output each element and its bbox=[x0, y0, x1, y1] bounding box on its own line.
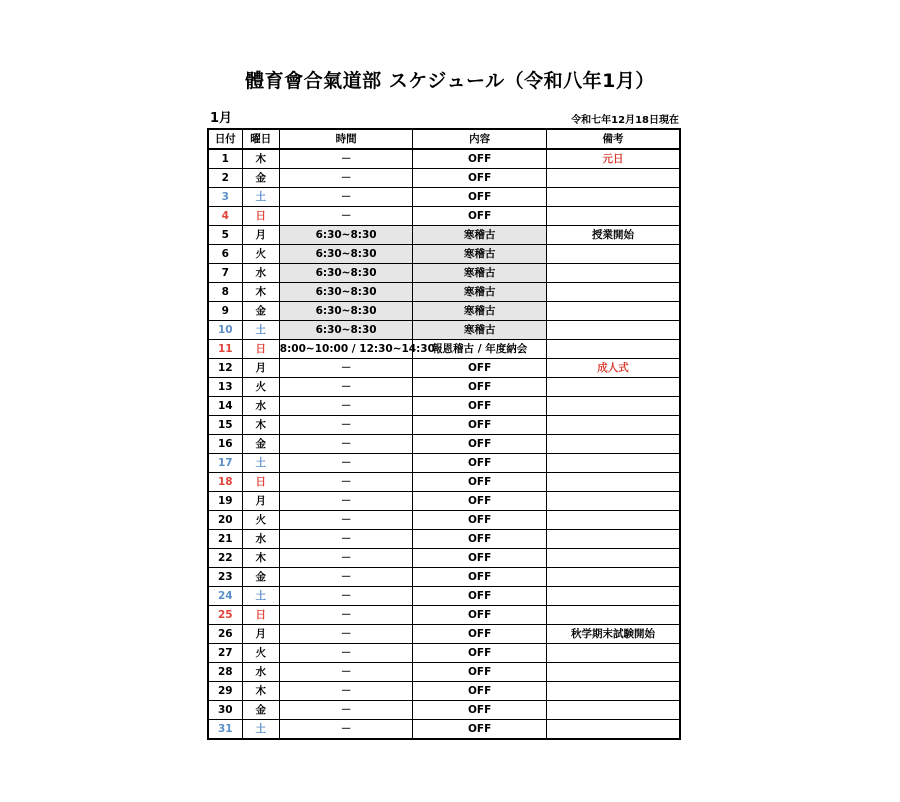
table-row bbox=[208, 549, 680, 568]
note-cell bbox=[546, 188, 680, 207]
time-cell: － bbox=[279, 701, 413, 720]
table-row bbox=[208, 644, 680, 663]
time-cell: － bbox=[279, 169, 413, 188]
content-cell: OFF bbox=[413, 568, 547, 587]
day-cell: 7 bbox=[208, 264, 242, 283]
table-row bbox=[208, 682, 680, 701]
as-of-date: 令和七年12月18日現在 bbox=[571, 115, 679, 126]
weekday-cell: 土 bbox=[242, 454, 279, 473]
note-cell bbox=[546, 207, 680, 226]
note-cell bbox=[546, 511, 680, 530]
note-cell bbox=[546, 340, 680, 359]
weekday-cell: 月 bbox=[242, 359, 279, 378]
time-cell: 6:30~8:30 bbox=[279, 321, 413, 340]
content-cell: OFF bbox=[413, 720, 547, 740]
note-cell bbox=[546, 378, 680, 397]
day-cell: 3 bbox=[208, 188, 242, 207]
time-cell: － bbox=[279, 207, 413, 226]
table-row bbox=[208, 473, 680, 492]
time-cell: 6:30~8:30 bbox=[279, 264, 413, 283]
time-cell: － bbox=[279, 492, 413, 511]
header-weekday: 曜日 bbox=[242, 129, 279, 149]
note-cell bbox=[546, 549, 680, 568]
day-cell: 6 bbox=[208, 245, 242, 264]
content-cell: OFF bbox=[413, 188, 547, 207]
content-cell: OFF bbox=[413, 606, 547, 625]
day-cell: 26 bbox=[208, 625, 242, 644]
time-cell: － bbox=[279, 378, 413, 397]
content-cell: OFF bbox=[413, 416, 547, 435]
schedule-table bbox=[207, 128, 681, 740]
day-cell: 15 bbox=[208, 416, 242, 435]
weekday-cell: 水 bbox=[242, 530, 279, 549]
weekday-cell: 金 bbox=[242, 302, 279, 321]
day-cell: 14 bbox=[208, 397, 242, 416]
month-label: 1月 bbox=[210, 111, 233, 126]
table-row bbox=[208, 568, 680, 587]
time-cell: － bbox=[279, 454, 413, 473]
table-row bbox=[208, 149, 680, 169]
weekday-cell: 月 bbox=[242, 226, 279, 245]
header-content: 内容 bbox=[413, 129, 547, 149]
note-cell bbox=[546, 454, 680, 473]
weekday-cell: 土 bbox=[242, 188, 279, 207]
time-cell: － bbox=[279, 416, 413, 435]
day-cell: 25 bbox=[208, 606, 242, 625]
content-cell: 寒稽古 bbox=[413, 283, 547, 302]
header-time: 時間 bbox=[279, 129, 413, 149]
weekday-cell: 月 bbox=[242, 625, 279, 644]
time-cell: － bbox=[279, 397, 413, 416]
table-row bbox=[208, 283, 680, 302]
day-cell: 2 bbox=[208, 169, 242, 188]
weekday-cell: 火 bbox=[242, 378, 279, 397]
time-cell: 6:30~8:30 bbox=[279, 302, 413, 321]
weekday-cell: 木 bbox=[242, 416, 279, 435]
note-cell bbox=[546, 720, 680, 740]
content-cell: OFF bbox=[413, 207, 547, 226]
day-cell: 30 bbox=[208, 701, 242, 720]
table-row bbox=[208, 720, 680, 740]
day-cell: 16 bbox=[208, 435, 242, 454]
table-row bbox=[208, 264, 680, 283]
time-cell: － bbox=[279, 149, 413, 169]
weekday-cell: 木 bbox=[242, 682, 279, 701]
header-row bbox=[208, 129, 680, 149]
day-cell: 1 bbox=[208, 149, 242, 169]
day-cell: 20 bbox=[208, 511, 242, 530]
time-cell: － bbox=[279, 530, 413, 549]
content-cell: OFF bbox=[413, 663, 547, 682]
table-row bbox=[208, 435, 680, 454]
weekday-cell: 火 bbox=[242, 644, 279, 663]
content-cell: OFF bbox=[413, 378, 547, 397]
note-cell bbox=[546, 283, 680, 302]
table-row bbox=[208, 378, 680, 397]
day-cell: 18 bbox=[208, 473, 242, 492]
time-cell: － bbox=[279, 473, 413, 492]
table-row bbox=[208, 701, 680, 720]
note-cell bbox=[546, 473, 680, 492]
time-cell: 6:30~8:30 bbox=[279, 245, 413, 264]
table-row bbox=[208, 492, 680, 511]
note-cell bbox=[546, 492, 680, 511]
day-cell: 19 bbox=[208, 492, 242, 511]
weekday-cell: 金 bbox=[242, 435, 279, 454]
day-cell: 31 bbox=[208, 720, 242, 740]
content-cell: OFF bbox=[413, 530, 547, 549]
day-cell: 4 bbox=[208, 207, 242, 226]
content-cell: OFF bbox=[413, 644, 547, 663]
note-cell bbox=[546, 606, 680, 625]
table-row bbox=[208, 340, 680, 359]
content-cell: OFF bbox=[413, 149, 547, 169]
time-cell: － bbox=[279, 435, 413, 454]
table-row bbox=[208, 416, 680, 435]
content-cell: OFF bbox=[413, 625, 547, 644]
note-cell bbox=[546, 264, 680, 283]
time-cell: － bbox=[279, 606, 413, 625]
day-cell: 29 bbox=[208, 682, 242, 701]
weekday-cell: 土 bbox=[242, 587, 279, 606]
day-cell: 10 bbox=[208, 321, 242, 340]
note-cell bbox=[546, 397, 680, 416]
weekday-cell: 日 bbox=[242, 207, 279, 226]
schedule-body bbox=[208, 149, 680, 739]
day-cell: 8 bbox=[208, 283, 242, 302]
table-row bbox=[208, 302, 680, 321]
table-row bbox=[208, 188, 680, 207]
table-row bbox=[208, 606, 680, 625]
time-cell: － bbox=[279, 587, 413, 606]
day-cell: 27 bbox=[208, 644, 242, 663]
weekday-cell: 木 bbox=[242, 283, 279, 302]
content-cell: OFF bbox=[413, 359, 547, 378]
content-cell: OFF bbox=[413, 169, 547, 188]
time-cell: － bbox=[279, 568, 413, 587]
table-row bbox=[208, 169, 680, 188]
time-cell: － bbox=[279, 549, 413, 568]
weekday-cell: 金 bbox=[242, 701, 279, 720]
weekday-cell: 金 bbox=[242, 169, 279, 188]
weekday-cell: 日 bbox=[242, 606, 279, 625]
weekday-cell: 火 bbox=[242, 245, 279, 264]
table-row bbox=[208, 511, 680, 530]
day-cell: 9 bbox=[208, 302, 242, 321]
content-cell: OFF bbox=[413, 682, 547, 701]
table-row bbox=[208, 625, 680, 644]
note-cell bbox=[546, 587, 680, 606]
time-cell: － bbox=[279, 644, 413, 663]
day-cell: 24 bbox=[208, 587, 242, 606]
table-row bbox=[208, 321, 680, 340]
weekday-cell: 水 bbox=[242, 264, 279, 283]
day-cell: 12 bbox=[208, 359, 242, 378]
content-cell: OFF bbox=[413, 492, 547, 511]
weekday-cell: 日 bbox=[242, 340, 279, 359]
table-row bbox=[208, 587, 680, 606]
note-cell bbox=[546, 435, 680, 454]
weekday-cell: 月 bbox=[242, 492, 279, 511]
weekday-cell: 日 bbox=[242, 473, 279, 492]
note-cell bbox=[546, 701, 680, 720]
time-cell: － bbox=[279, 511, 413, 530]
content-cell: OFF bbox=[413, 397, 547, 416]
time-cell: － bbox=[279, 663, 413, 682]
table-row bbox=[208, 530, 680, 549]
note-cell bbox=[546, 530, 680, 549]
content-cell: OFF bbox=[413, 435, 547, 454]
content-cell: 報恩稽古 / 年度納会 bbox=[413, 340, 547, 359]
note-cell bbox=[546, 245, 680, 264]
day-cell: 13 bbox=[208, 378, 242, 397]
note-cell: 元日 bbox=[546, 149, 680, 169]
header-notes: 備考 bbox=[546, 129, 680, 149]
content-cell: OFF bbox=[413, 454, 547, 473]
content-cell: OFF bbox=[413, 701, 547, 720]
table-row bbox=[208, 359, 680, 378]
time-cell: － bbox=[279, 720, 413, 740]
weekday-cell: 木 bbox=[242, 549, 279, 568]
content-cell: 寒稽古 bbox=[413, 302, 547, 321]
weekday-cell: 水 bbox=[242, 397, 279, 416]
note-cell bbox=[546, 416, 680, 435]
time-cell: － bbox=[279, 188, 413, 207]
page-title: 體育會合氣道部 スケジュール（令和八年1月） bbox=[245, 70, 655, 92]
weekday-cell: 火 bbox=[242, 511, 279, 530]
table-row bbox=[208, 454, 680, 473]
content-cell: OFF bbox=[413, 511, 547, 530]
table-row bbox=[208, 245, 680, 264]
table-row bbox=[208, 207, 680, 226]
day-cell: 5 bbox=[208, 226, 242, 245]
content-cell: OFF bbox=[413, 587, 547, 606]
time-cell: 6:30~8:30 bbox=[279, 283, 413, 302]
content-cell: 寒稽古 bbox=[413, 245, 547, 264]
table-row bbox=[208, 226, 680, 245]
note-cell bbox=[546, 682, 680, 701]
note-cell bbox=[546, 302, 680, 321]
day-cell: 17 bbox=[208, 454, 242, 473]
content-cell: 寒稽古 bbox=[413, 321, 547, 340]
content-cell: 寒稽古 bbox=[413, 264, 547, 283]
day-cell: 11 bbox=[208, 340, 242, 359]
note-cell: 成人式 bbox=[546, 359, 680, 378]
weekday-cell: 土 bbox=[242, 321, 279, 340]
time-cell: 8:00~10:00 / 12:30~14:30 bbox=[279, 340, 413, 359]
note-cell: 秋学期末試験開始 bbox=[546, 625, 680, 644]
time-cell: － bbox=[279, 682, 413, 701]
weekday-cell: 水 bbox=[242, 663, 279, 682]
note-cell bbox=[546, 644, 680, 663]
note-cell bbox=[546, 568, 680, 587]
table-row bbox=[208, 663, 680, 682]
weekday-cell: 金 bbox=[242, 568, 279, 587]
content-cell: OFF bbox=[413, 473, 547, 492]
time-cell: － bbox=[279, 359, 413, 378]
day-cell: 22 bbox=[208, 549, 242, 568]
weekday-cell: 木 bbox=[242, 149, 279, 169]
content-cell: 寒稽古 bbox=[413, 226, 547, 245]
time-cell: － bbox=[279, 625, 413, 644]
header-date: 日付 bbox=[208, 129, 242, 149]
day-cell: 23 bbox=[208, 568, 242, 587]
day-cell: 21 bbox=[208, 530, 242, 549]
table-row bbox=[208, 397, 680, 416]
time-cell: 6:30~8:30 bbox=[279, 226, 413, 245]
note-cell bbox=[546, 663, 680, 682]
note-cell bbox=[546, 169, 680, 188]
note-cell bbox=[546, 321, 680, 340]
day-cell: 28 bbox=[208, 663, 242, 682]
note-cell: 授業開始 bbox=[546, 226, 680, 245]
weekday-cell: 土 bbox=[242, 720, 279, 740]
content-cell: OFF bbox=[413, 549, 547, 568]
